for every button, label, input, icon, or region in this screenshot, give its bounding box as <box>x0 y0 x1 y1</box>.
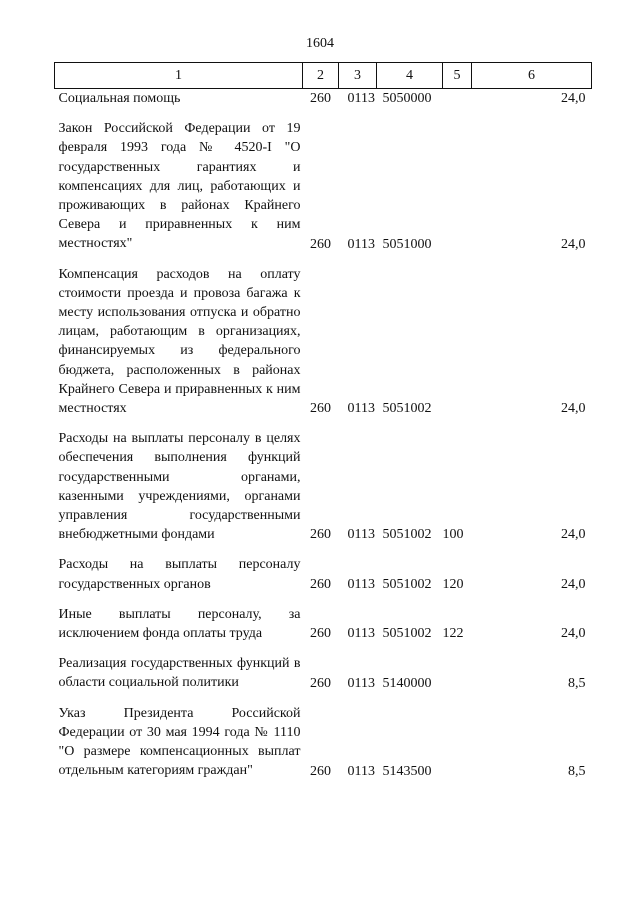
row-csr: 5051002 <box>382 527 432 543</box>
row-rz: 0113 <box>347 763 375 779</box>
column-header-1: 1 <box>55 63 303 89</box>
page-number: 1604 <box>306 36 334 51</box>
row-rz: 0113 <box>347 576 375 592</box>
column-header-5: 5 <box>443 63 472 89</box>
table-row <box>55 555 592 593</box>
row-rz: 0113 <box>347 236 375 252</box>
row-name: Компенсация расходов на оплату стоимости проезда и провоза багажа к месту использования отпуска и обратно лицам, работающим в организациях, финансируемых из федерального бюджета, расположенных в районах Крайнего Севера и приравненных к ним местностях <box>58 266 301 417</box>
row-sum: 8,5 <box>568 675 586 691</box>
row-vr <box>443 704 472 781</box>
row-rz: 0113 <box>347 626 375 642</box>
row-csr: 5051000 <box>382 236 432 252</box>
row-csr: 5051002 <box>382 626 432 642</box>
row-name: Расходы на выплаты персоналу в целях обеспечения выполнения функций государственными органами, казенными учреждениями, органами управления государственными внебюджетными фондами <box>58 431 301 543</box>
row-name: Иные выплаты персоналу, за исключением фонда оплаты труда <box>58 606 301 642</box>
row-vr <box>443 89 472 109</box>
row-ved: 260 <box>310 236 331 252</box>
row-vr <box>443 119 472 253</box>
row-vr: 120 <box>442 576 464 592</box>
table-row <box>55 89 592 109</box>
column-header-4: 4 <box>377 63 443 89</box>
column-header-2: 2 <box>303 63 339 89</box>
row-csr: 5143500 <box>382 763 432 779</box>
budget-table <box>54 62 592 781</box>
row-csr: 5051002 <box>382 576 432 592</box>
table-row <box>55 429 592 544</box>
row-sum: 24,0 <box>561 527 586 543</box>
table-row <box>55 654 592 692</box>
table-row <box>55 265 592 419</box>
row-ved: 260 <box>310 91 331 107</box>
row-ved: 260 <box>310 527 331 543</box>
row-vr: 100 <box>442 527 464 543</box>
row-name: Закон Российской Федерации от 19 февраля 1993 года № 4520-I "О государственных гарантиях и компенсациях для лиц, работающих и проживающих в районах Крайнего Севера и приравненных к ним местностях" <box>58 121 301 252</box>
row-ved: 260 <box>310 576 331 592</box>
row-vr <box>443 654 472 692</box>
row-name: Указ Президента Российской Федерации от 30 мая 1994 года № 1110 "О размере компенсационных выплат отдельным категориям граждан" <box>58 705 301 779</box>
row-sum: 24,0 <box>561 91 586 107</box>
row-name: Расходы на выплаты персоналу государственных органов <box>58 557 301 592</box>
row-rz: 0113 <box>347 91 375 107</box>
row-vr <box>443 265 472 419</box>
row-sum: 24,0 <box>561 401 586 417</box>
row-vr: 122 <box>442 626 464 642</box>
row-sum: 24,0 <box>561 236 586 252</box>
row-name: Реализация государственных функций в области социальной политики <box>58 656 301 691</box>
row-ved: 260 <box>310 763 331 779</box>
column-header-6: 6 <box>472 63 592 89</box>
table-row <box>55 119 592 253</box>
row-csr: 5140000 <box>382 675 432 691</box>
table-row <box>55 605 592 643</box>
row-name: Социальная помощь <box>58 91 181 106</box>
row-ved: 260 <box>310 626 331 642</box>
row-ved: 260 <box>310 401 331 417</box>
row-rz: 0113 <box>347 527 375 543</box>
row-rz: 0113 <box>347 401 375 417</box>
row-sum: 24,0 <box>561 576 586 592</box>
row-csr: 5050000 <box>382 91 432 107</box>
header-row <box>55 63 592 89</box>
row-ved: 260 <box>310 675 331 691</box>
row-csr: 5051002 <box>382 401 432 417</box>
column-header-3: 3 <box>339 63 377 89</box>
row-sum: 24,0 <box>561 626 586 642</box>
table-row <box>55 704 592 781</box>
row-rz: 0113 <box>347 675 375 691</box>
row-sum: 8,5 <box>568 763 586 779</box>
